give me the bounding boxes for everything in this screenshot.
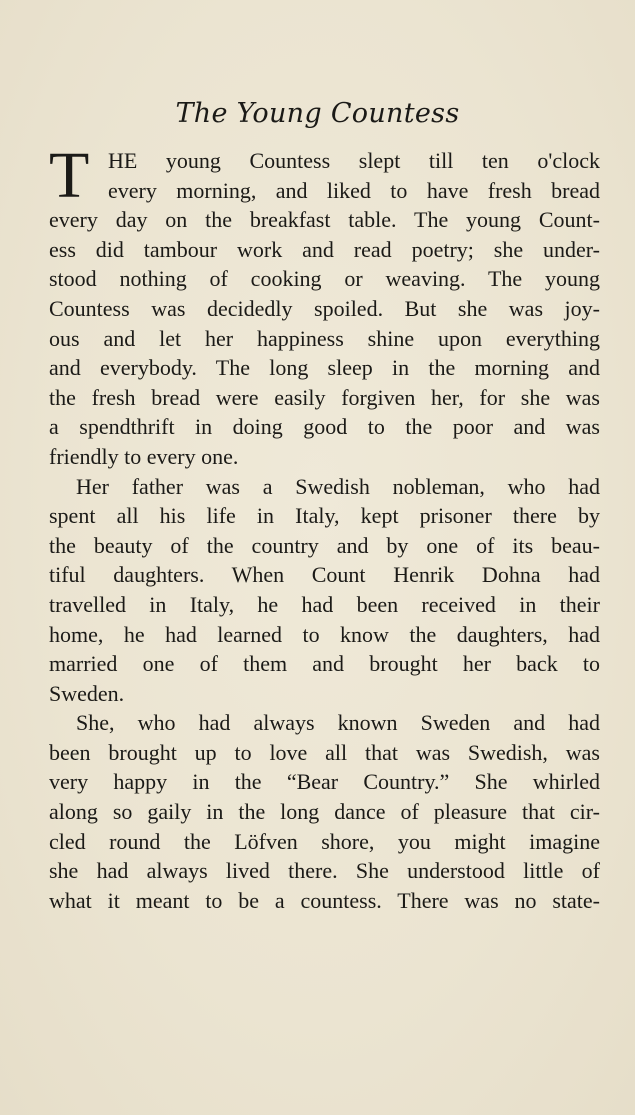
running-title: The Young Countess (175, 98, 460, 129)
text-line: HE young Countess slept till ten o'clock (108, 148, 600, 173)
text-line: home, he had learned to know the daughters, had (49, 621, 600, 647)
text-line: friendly to every one. (49, 443, 239, 469)
text-line: stood nothing of cooking or weaving. The young (49, 266, 600, 292)
text-line: married one of them and brought her back to (49, 651, 600, 677)
text-line: She, who had always known Sweden and had (76, 710, 600, 736)
drop-cap: T (49, 139, 90, 212)
text-line: she had always lived there. She understood little of (49, 858, 600, 884)
text-line: tiful daughters. When Count Henrik Dohna had (49, 562, 600, 588)
text-line: every day on the breakfast table. The young Count- (49, 207, 600, 233)
text-line: what it meant to be a countess. There was no state- (49, 887, 600, 913)
text-line: along so gaily in the long dance of pleasure that cir- (49, 799, 600, 825)
body-text (49, 139, 600, 915)
text-line: and everybody. The long sleep in the morning and (49, 355, 600, 381)
text-line: cled round the Löfven shore, you might imagine (49, 828, 600, 854)
text-line: Sweden. (49, 680, 125, 706)
text-line: very happy in the “Bear Country.” She whirled (49, 769, 600, 795)
text-line: been brought up to love all that was Swedish, was (49, 739, 600, 765)
text-line: every morning, and liked to have fresh bread (108, 177, 600, 203)
text-line: ess did tambour work and read poetry; she under- (49, 236, 600, 262)
text-line: travelled in Italy, he had been received in their (49, 591, 600, 617)
text-line: ous and let her happiness shine upon everything (49, 325, 600, 351)
text-line: Countess was decidedly spoiled. But she was joy- (49, 295, 600, 321)
text-line: a spendthrift in doing good to the poor and was (49, 414, 600, 440)
text-line: the fresh bread were easily forgiven her, for she was (49, 384, 600, 410)
text-line: spent all his life in Italy, kept prisoner there by (49, 503, 600, 529)
text-line: the beauty of the country and by one of its beau- (49, 532, 600, 558)
text-line: Her father was a Swedish nobleman, who had (76, 473, 600, 499)
